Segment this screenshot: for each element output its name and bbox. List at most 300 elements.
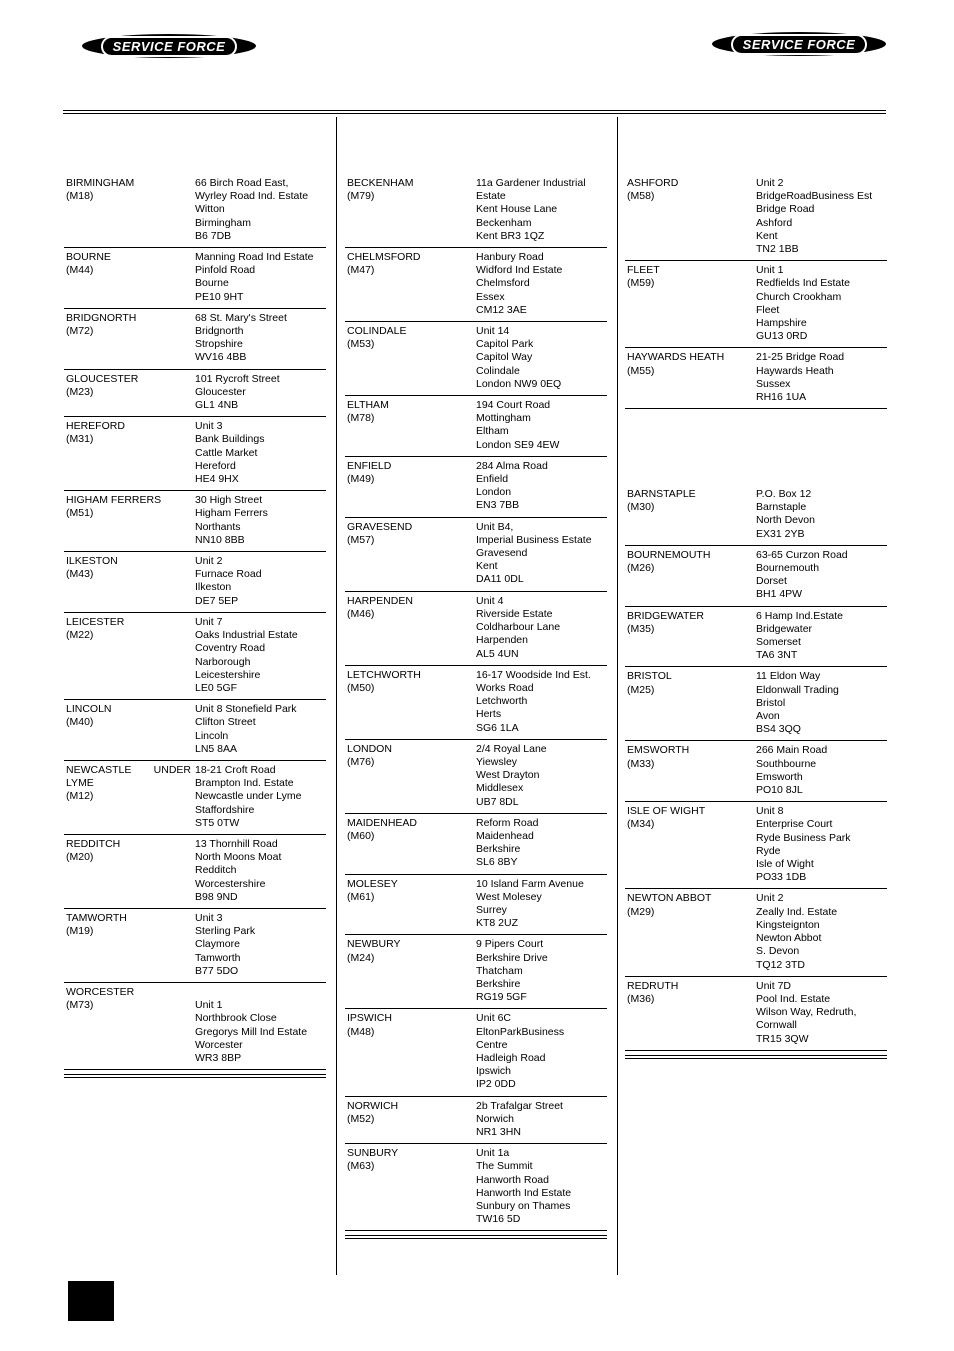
service-centre-entry xyxy=(625,261,887,348)
address-line: Maidenhead xyxy=(476,829,534,842)
service-centre-entry xyxy=(64,248,326,309)
address-line: Newcastle under Lyme xyxy=(195,790,302,803)
town-cell xyxy=(345,669,476,735)
town-cell xyxy=(64,838,195,904)
centre-code: (M53) xyxy=(347,338,375,351)
address-line: Bridge Road xyxy=(756,203,815,216)
service-centre-entry xyxy=(345,518,607,592)
centre-code: (M23) xyxy=(66,385,94,398)
service-centre-entry xyxy=(64,761,326,835)
address-line: 16-17 Woodside Ind Est. xyxy=(476,668,591,681)
address-line: PE10 9HT xyxy=(195,290,244,303)
town-cell xyxy=(625,351,756,404)
address-line: Kent xyxy=(476,560,498,573)
town-name: TAMWORTH xyxy=(66,911,127,924)
address-line: West Molesey xyxy=(476,890,542,903)
address-line: Enterprise Court xyxy=(756,818,833,831)
address-line: 66 Birch Road East, xyxy=(195,177,289,189)
centre-code: (M58) xyxy=(627,190,655,203)
centre-code: (M51) xyxy=(66,507,94,520)
address-line: Northbrook Close xyxy=(195,1012,277,1025)
directory-column-3-south-east xyxy=(625,177,887,409)
town-name: BRISTOL xyxy=(627,670,672,683)
address-line: LE0 5GF xyxy=(195,681,238,694)
centre-code: (M46) xyxy=(347,607,375,620)
address-line: Unit 14 xyxy=(476,325,510,338)
service-centre-entry xyxy=(625,607,887,668)
centre-code: (M55) xyxy=(627,364,655,377)
address-line: Church Crookham xyxy=(756,290,842,303)
address-line: Wyrley Road Ind. Estate xyxy=(195,190,309,203)
address-line: SL6 8BY xyxy=(476,856,518,869)
town-cell xyxy=(64,251,195,304)
service-centre-entry xyxy=(345,935,607,1009)
service-force-logo-left xyxy=(82,34,256,58)
address-line: Hanworth Road xyxy=(476,1173,549,1186)
town-name: BOURNE xyxy=(66,251,111,264)
centre-code: (M12) xyxy=(66,790,94,803)
address-line: Widford Ind Estate xyxy=(476,264,563,277)
address-line: Pinfold Road xyxy=(195,264,256,277)
address-cell xyxy=(195,494,326,547)
address-line: 101 Rycroft Street xyxy=(195,372,280,385)
address-cell xyxy=(756,892,887,971)
address-line: Estate xyxy=(476,190,506,203)
address-cell xyxy=(756,177,887,256)
address-cell xyxy=(195,912,326,978)
address-line: Mottingham xyxy=(476,412,531,425)
column-divider xyxy=(617,117,618,1275)
town-name: REDDITCH xyxy=(66,837,121,850)
address-line: Barnstaple xyxy=(756,501,807,514)
address-line: North Moons Moat xyxy=(195,851,282,864)
service-centre-entry xyxy=(64,983,326,1070)
address-line: Imperial Business Estate xyxy=(476,533,592,546)
service-centre-entry xyxy=(64,417,326,491)
town-name: MAIDENHEAD xyxy=(347,816,418,829)
address-line: Leicestershire xyxy=(195,668,261,681)
address-cell xyxy=(195,312,326,365)
centre-code: (M31) xyxy=(66,433,94,446)
logo-text: SERVICE FORCE xyxy=(101,36,238,57)
town-cell xyxy=(625,488,756,541)
address-line xyxy=(195,986,326,999)
address-line: Kingsteignton xyxy=(756,918,820,931)
address-line: Unit 4 xyxy=(476,594,504,607)
address-line: Unit 2 xyxy=(756,177,784,189)
address-line: WR3 8BP xyxy=(195,1051,242,1064)
centre-code: (M79) xyxy=(347,190,375,203)
address-line: IP2 0DD xyxy=(476,1078,516,1091)
address-line: Centre xyxy=(476,1038,508,1051)
town-name: BRIDGEWATER xyxy=(627,609,705,622)
address-line: 2b Trafalgar Street xyxy=(476,1099,563,1112)
address-cell xyxy=(195,373,326,413)
service-centre-entry xyxy=(345,814,607,875)
address-line: Unit 1 xyxy=(756,264,784,277)
service-centre-entry xyxy=(64,491,326,552)
directory-column-2 xyxy=(345,177,607,1239)
address-line: Middlesex xyxy=(476,782,524,795)
town-name: HEREFORD xyxy=(66,420,125,433)
town-cell xyxy=(345,817,476,870)
centre-code: (M19) xyxy=(66,925,94,938)
address-line: B98 9ND xyxy=(195,890,238,903)
address-line: Berkshire xyxy=(476,843,521,856)
address-line: PO33 1DB xyxy=(756,871,807,884)
address-line: EX31 2YB xyxy=(756,527,805,540)
address-line: Emsworth xyxy=(756,770,803,783)
service-centre-entry xyxy=(625,802,887,889)
address-line: 10 Island Farm Avenue xyxy=(476,877,584,890)
town-name: IPSWICH xyxy=(347,1012,392,1025)
service-centre-entry xyxy=(64,613,326,700)
address-line: Cornwall xyxy=(756,1019,797,1032)
town-cell xyxy=(345,938,476,1004)
address-line: CM12 3AE xyxy=(476,303,527,316)
address-line: Reform Road xyxy=(476,816,539,829)
address-line: Claymore xyxy=(195,938,240,951)
address-cell xyxy=(476,669,607,735)
address-cell xyxy=(476,1147,607,1226)
address-line: London xyxy=(476,486,512,499)
centre-code: (M25) xyxy=(627,683,655,696)
section-end-rule xyxy=(64,1074,326,1078)
address-cell xyxy=(195,251,326,304)
address-line: Unit 7D xyxy=(756,979,792,992)
centre-code: (M35) xyxy=(627,622,655,635)
address-line: Ryde Business Park xyxy=(756,831,851,844)
town-name: NEWTON ABBOT xyxy=(627,892,712,905)
address-line: Unit 2 xyxy=(756,892,784,905)
town-name: ENFIELD xyxy=(347,459,392,472)
address-line: Works Road xyxy=(476,681,534,694)
centre-code: (M43) xyxy=(66,568,94,581)
address-line: AL5 4UN xyxy=(476,647,519,660)
address-cell xyxy=(476,743,607,809)
address-line: Berkshire xyxy=(476,977,521,990)
address-line: Unit 2 xyxy=(195,555,223,568)
address-line: Eldonwall Trading xyxy=(756,683,839,696)
address-line: 284 Alma Road xyxy=(476,459,548,472)
address-line: Colindale xyxy=(476,364,520,377)
address-line: 30 High Street xyxy=(195,494,263,507)
town-name: MOLESEY xyxy=(347,877,398,890)
address-line: Manning Road Ind Estate xyxy=(195,251,314,264)
address-cell xyxy=(756,488,887,541)
service-force-logo-right xyxy=(712,32,886,56)
town-name: NEWBURY xyxy=(347,938,401,951)
address-cell xyxy=(476,817,607,870)
town-cell xyxy=(64,703,195,756)
town-cell xyxy=(64,312,195,365)
address-line: Ipswich xyxy=(476,1065,512,1078)
town-cell xyxy=(345,878,476,931)
service-centre-entry xyxy=(64,309,326,370)
town-cell xyxy=(345,521,476,587)
address-line: 68 St. Mary's Street xyxy=(195,311,287,324)
town-cell xyxy=(64,420,195,486)
centre-code: (M52) xyxy=(347,1112,375,1125)
address-cell xyxy=(476,325,607,391)
town-name: WORCESTER xyxy=(66,985,135,998)
address-line: Fleet xyxy=(756,303,780,316)
centre-code: (M57) xyxy=(347,533,375,546)
address-line: Coldharbour Lane xyxy=(476,621,561,634)
address-line: Birmingham xyxy=(195,216,252,229)
service-centre-entry xyxy=(64,909,326,983)
centre-code: (M20) xyxy=(66,851,94,864)
address-line: WV16 4BB xyxy=(195,351,247,364)
address-line: Berkshire Drive xyxy=(476,951,548,964)
centre-code: (M60) xyxy=(347,829,375,842)
centre-code: (M40) xyxy=(66,716,94,729)
town-name: BIRMINGHAM xyxy=(66,177,135,189)
town-name: HAYWARDS HEATH xyxy=(627,351,725,364)
address-line: Yiewsley xyxy=(476,755,518,768)
service-centre-entry xyxy=(345,1144,607,1231)
address-line: London NW9 0EQ xyxy=(476,377,562,390)
town-cell xyxy=(625,805,756,884)
address-line: TA6 3NT xyxy=(756,649,798,662)
address-line: Bourne xyxy=(195,277,229,290)
address-line: Hanworth Ind Estate xyxy=(476,1186,572,1199)
centre-code: (M33) xyxy=(627,757,655,770)
town-name: ASHFORD xyxy=(627,177,679,189)
centre-code: (M63) xyxy=(347,1160,375,1173)
address-line: LN5 8AA xyxy=(195,742,238,755)
address-cell xyxy=(476,399,607,452)
town-name: GLOUCESTER xyxy=(66,372,139,385)
address-line: Ilkeston xyxy=(195,581,232,594)
address-line: Stropshire xyxy=(195,338,243,351)
town-cell xyxy=(64,764,195,830)
town-cell xyxy=(625,980,756,1046)
service-centre-entry xyxy=(345,875,607,936)
town-name: LINCOLN xyxy=(66,703,112,716)
town-name: GRAVESEND xyxy=(347,520,413,533)
address-cell xyxy=(756,264,887,343)
address-line: Unit 7 xyxy=(195,615,223,628)
address-line: 6 Hamp Ind.Estate xyxy=(756,609,843,622)
centre-code: (M49) xyxy=(347,473,375,486)
address-line: Hampshire xyxy=(756,317,807,330)
centre-code: (M50) xyxy=(347,681,375,694)
address-line: Beckenham xyxy=(476,216,532,229)
address-line: Higham Ferrers xyxy=(195,507,268,520)
address-line: 11 Eldon Way xyxy=(756,670,821,683)
town-name: LETCHWORTH xyxy=(347,668,421,681)
address-line: Unit 8 xyxy=(756,805,784,818)
address-line: ST5 0TW xyxy=(195,816,240,829)
town-cell xyxy=(345,595,476,661)
address-line: Letchworth xyxy=(476,695,528,708)
address-line: Ashford xyxy=(756,216,793,229)
address-line: Sterling Park xyxy=(195,925,256,938)
address-line: Gregorys Mill Ind Estate xyxy=(195,1025,308,1038)
address-line: Capitol Park xyxy=(476,338,534,351)
address-line: DA11 0DL xyxy=(476,573,524,586)
address-line: Norwich xyxy=(476,1112,514,1125)
service-centre-entry xyxy=(345,666,607,740)
centre-code: (M76) xyxy=(347,755,375,768)
town-name: ELTHAM xyxy=(347,399,389,412)
service-centre-entry xyxy=(345,740,607,814)
town-cell xyxy=(345,399,476,452)
address-cell xyxy=(756,549,887,602)
town-name: BRIDGNORTH xyxy=(66,311,137,324)
town-name: FLEET xyxy=(627,264,660,277)
town-cell xyxy=(345,460,476,513)
town-name: NEWCASTLE UNDER LYME xyxy=(66,763,191,790)
address-line: P.O. Box 12 xyxy=(756,488,812,500)
town-cell xyxy=(64,912,195,978)
address-line: 18-21 Croft Road xyxy=(195,763,276,776)
town-cell xyxy=(64,986,195,1065)
address-cell xyxy=(195,764,326,830)
address-line: Ryde xyxy=(756,844,781,857)
address-line: 9 Pipers Court xyxy=(476,938,544,951)
town-name: HARPENDEN xyxy=(347,594,413,607)
address-line: Unit 1 xyxy=(195,999,223,1012)
address-line: S. Devon xyxy=(756,945,800,958)
service-centre-entry xyxy=(625,488,887,546)
centre-code: (M72) xyxy=(66,325,94,338)
address-line: The Summit xyxy=(476,1160,533,1173)
address-line: B77 5DO xyxy=(195,964,239,977)
centre-code: (M26) xyxy=(627,562,655,575)
section-end-rule xyxy=(625,1055,887,1059)
town-name: SUNBURY xyxy=(347,1147,399,1160)
address-line: Newton Abbot xyxy=(756,932,822,945)
address-line: Surrey xyxy=(476,903,507,916)
address-line: HE4 9HX xyxy=(195,473,239,486)
address-cell xyxy=(476,938,607,1004)
address-line: PO10 8JL xyxy=(756,784,803,797)
centre-code: (M47) xyxy=(347,264,375,277)
service-centre-entry xyxy=(625,667,887,741)
town-cell xyxy=(64,494,195,547)
address-line: 13 Thornhill Road xyxy=(195,837,278,850)
address-line: Riverside Estate xyxy=(476,607,553,620)
town-cell xyxy=(64,373,195,413)
address-cell xyxy=(476,521,607,587)
address-line: Unit 8 Stonefield Park xyxy=(195,703,297,716)
centre-code: (M44) xyxy=(66,264,94,277)
address-line: Lincoln xyxy=(195,729,229,742)
centre-code: (M29) xyxy=(627,905,655,918)
town-cell xyxy=(345,743,476,809)
service-centre-entry xyxy=(64,835,326,909)
address-line: Hereford xyxy=(195,459,236,472)
town-cell xyxy=(345,177,476,243)
address-cell xyxy=(476,1100,607,1140)
town-cell xyxy=(64,177,195,243)
address-cell xyxy=(756,610,887,663)
address-line: 21-25 Bridge Road xyxy=(756,351,845,364)
address-line: BH1 4PW xyxy=(756,588,803,601)
address-line: Herts xyxy=(476,708,502,721)
address-cell xyxy=(756,670,887,736)
service-centre-entry xyxy=(345,457,607,518)
address-line: Witton xyxy=(195,203,225,216)
address-cell xyxy=(195,703,326,756)
service-centre-entry xyxy=(345,396,607,457)
address-line: Zeally Ind. Estate xyxy=(756,905,838,918)
town-cell xyxy=(345,1147,476,1226)
town-name: LEICESTER xyxy=(66,615,125,628)
address-line: GL1 4NB xyxy=(195,399,239,412)
address-line: Unit B4, xyxy=(476,520,514,533)
town-name: REDRUTH xyxy=(627,979,679,992)
address-line: Harpenden xyxy=(476,634,528,647)
address-line: Kent BR3 1QZ xyxy=(476,229,545,242)
address-line: Bridgewater xyxy=(756,622,813,635)
address-line: Hanbury Road xyxy=(476,251,544,264)
address-cell xyxy=(195,420,326,486)
address-line: B6 7DB xyxy=(195,229,232,242)
address-line: Staffordshire xyxy=(195,803,255,816)
address-line: TR15 3QW xyxy=(756,1032,809,1045)
town-cell xyxy=(625,549,756,602)
town-name: CHELMSFORD xyxy=(347,251,421,264)
address-line: Capitol Way xyxy=(476,351,533,364)
service-centre-entry xyxy=(345,322,607,396)
page-number-block xyxy=(68,1281,114,1321)
address-line: Sunbury on Thames xyxy=(476,1200,571,1213)
address-line: BS4 3QQ xyxy=(756,723,801,736)
town-name: ISLE OF WIGHT xyxy=(627,805,706,818)
address-line: Hadleigh Road xyxy=(476,1051,546,1064)
town-name: BECKENHAM xyxy=(347,177,414,189)
address-line: Redfields Ind Estate xyxy=(756,277,850,290)
town-cell xyxy=(345,325,476,391)
address-line: 2/4 Royal Lane xyxy=(476,742,547,755)
address-cell xyxy=(476,251,607,317)
address-cell xyxy=(756,351,887,404)
centre-code: (M36) xyxy=(627,992,655,1005)
centre-code: (M18) xyxy=(66,190,94,203)
town-name: NORWICH xyxy=(347,1099,399,1112)
address-line: Thatcham xyxy=(476,964,523,977)
town-cell xyxy=(625,177,756,256)
address-line: NN10 8BB xyxy=(195,533,245,546)
service-centre-entry xyxy=(625,741,887,802)
address-cell xyxy=(476,1012,607,1091)
service-centre-entry xyxy=(625,177,887,261)
service-centre-entry xyxy=(64,370,326,418)
address-cell xyxy=(756,805,887,884)
town-cell xyxy=(625,670,756,736)
address-cell xyxy=(476,177,607,243)
address-line: Unit 1a xyxy=(476,1147,510,1160)
directory-column-3-south-west xyxy=(625,488,887,1059)
address-cell xyxy=(195,986,326,1065)
address-line: Haywards Heath xyxy=(756,364,834,377)
address-line: North Devon xyxy=(756,514,815,527)
address-line: Unit 6C xyxy=(476,1012,512,1025)
address-cell xyxy=(476,878,607,931)
address-line: Avon xyxy=(756,710,780,723)
address-line: Chelmsford xyxy=(476,277,530,290)
address-line: London SE9 4EW xyxy=(476,438,560,451)
address-line: RH16 1UA xyxy=(756,391,807,404)
town-cell xyxy=(625,892,756,971)
address-line: Coventry Road xyxy=(195,642,266,655)
address-line: Worcestershire xyxy=(195,877,266,890)
address-line: KT8 2UZ xyxy=(476,917,519,930)
address-line: 266 Main Road xyxy=(756,744,828,757)
